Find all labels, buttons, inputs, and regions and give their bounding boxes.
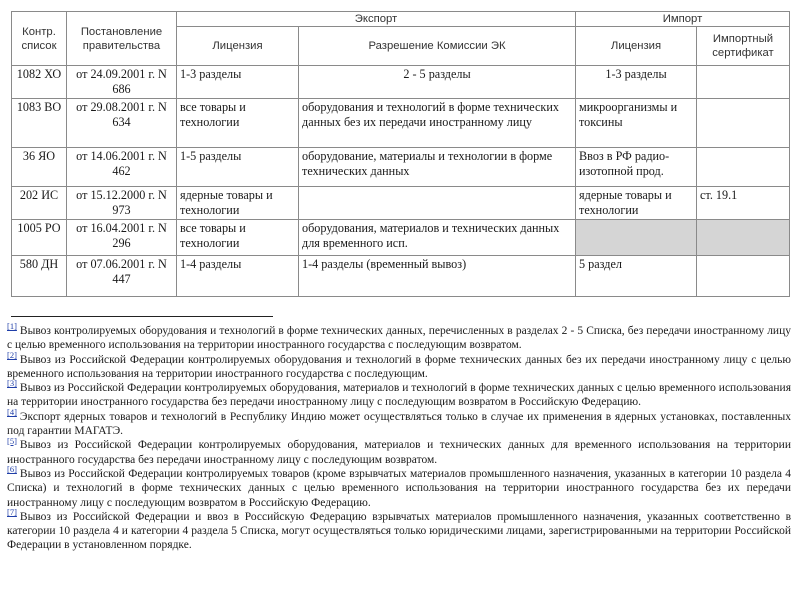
footnote-text: Экспорт ядерных товаров и технологий в Республику Индию может осуществляться только в случае их применения в ядерных установках, поставленных под гарантии МАГАТЭ. <box>7 410 791 438</box>
cell-decree: от 24.09.2001 г. N 686 <box>67 66 177 99</box>
cell-export-license: все товары и технологии <box>177 220 299 256</box>
footnote-text: Вывоз из Российской Федерации контролируемых оборудования и технологий в форме технических данных без их передачи иностранному лицу с целью временного использования на территории иностранного государства с последующим. <box>7 353 791 380</box>
cell-export-permit <box>299 187 576 220</box>
footnote-6 <box>7 464 791 510</box>
table-row <box>12 66 790 99</box>
footnote-ref-5[interactable]: [5] <box>7 435 17 446</box>
cell-list: 1082 ХО <box>12 66 67 99</box>
footnote-2 <box>7 349 791 382</box>
footnote-text: Вывоз из Российской Федерации контролируемых оборудования, материалов и технических данных для временного использования на территории иностранного государства без передачи иностранному лицу с последующим возвратом. <box>7 439 791 466</box>
table-row <box>12 256 790 297</box>
cell-decree: от 07.06.2001 г. N 447 <box>67 256 177 297</box>
cell-list: 1005 РО <box>12 220 67 256</box>
cell-import-certificate <box>697 148 790 187</box>
cell-import-license: 1-3 разделы <box>576 66 697 99</box>
cell-list: 36 ЯО <box>12 148 67 187</box>
control-lists-table <box>11 11 790 297</box>
header-import: Импорт <box>576 12 790 27</box>
cell-import-certificate <box>697 220 790 256</box>
footnote-5 <box>7 435 791 467</box>
footnote-text: Вывоз из Российской Федерации контролируемых оборудования, материалов и технологий в форме технических данных с целью временного использования на территории иностранного государства без передачи иностранному лицу с последующим возвратом в Российскую Федерацию. <box>7 382 791 409</box>
cell-export-license: ядерные товары и технологии <box>177 187 299 220</box>
cell-export-license: 1-3 разделы <box>177 66 299 99</box>
footnote-ref-1[interactable]: [1] <box>7 321 17 332</box>
cell-export-license: 1-5 разделы <box>177 148 299 187</box>
header-decree: Постановление правительства <box>67 12 177 66</box>
header-import-certificate: Импортный сертификат <box>697 27 790 66</box>
table-row <box>12 220 790 256</box>
header-export: Экспорт <box>177 12 576 27</box>
cell-export-permit: 1-4 разделы (временный вывоз) <box>299 256 576 297</box>
cell-import-certificate <box>697 99 790 148</box>
cell-import-license: ядерные товары и технологии <box>576 187 697 220</box>
cell-import-license: 5 раздел <box>576 256 697 297</box>
cell-export-permit: оборудование, материалы и технологии в форме технических данных <box>299 148 576 187</box>
cell-export-permit: оборудования, материалов и технических данных для временного исп. <box>299 220 576 256</box>
cell-export-license: 1-4 разделы <box>177 256 299 297</box>
cell-import-license: микроорганизмы и токсины <box>576 99 697 148</box>
cell-list: 202 ИС <box>12 187 67 220</box>
header-export-license: Лицензия <box>177 27 299 66</box>
footnote-separator <box>11 316 273 317</box>
footnotes <box>7 321 791 553</box>
header-import-license: Лицензия <box>576 27 697 66</box>
table-row <box>12 99 790 148</box>
cell-decree: от 14.06.2001 г. N 462 <box>67 148 177 187</box>
cell-export-permit: 2 - 5 разделы <box>299 66 576 99</box>
footnote-ref-6[interactable]: [6] <box>7 464 17 475</box>
footnote-1 <box>7 321 791 353</box>
table-row <box>12 187 790 220</box>
header-export-permit: Разрешение Комиссии ЭК <box>299 27 576 66</box>
cell-import-certificate <box>697 66 790 99</box>
cell-import-certificate <box>697 256 790 297</box>
footnote-ref-7[interactable]: [7] <box>7 507 17 518</box>
footnote-text: Вывоз из Российской Федерации контролируемых товаров (кроме взрывчатых материалов промышленного назначения, указанных в категории 10 раздела 4 Списка) и технологий в форме технических данных с целью временного использования на территории иностранного государства без их передачи иностранному лицу с последующим возвратом в Российскую Федерацию. <box>7 467 791 509</box>
cell-list: 1083 ВО <box>12 99 67 148</box>
cell-import-license: Ввоз в РФ радио-изотопной прод. <box>576 148 697 187</box>
cell-import-certificate: ст. 19.1 <box>697 187 790 220</box>
table-row <box>12 148 790 187</box>
cell-import-license <box>576 220 697 256</box>
footnote-ref-2[interactable]: [2] <box>7 349 17 360</box>
footnote-3 <box>7 378 791 410</box>
footnote-text: Вывоз из Российской Федерации и ввоз в Российскую Федерацию взрывчатых материалов промышленного назначения, указанных соответственно в категории 10 раздела 4 и категории 4 раздела 5 Списка, могут осуществляться только юридическими лицами, зарегистрированными на территории Российской Федерации в установленном порядке. <box>7 510 791 552</box>
footnote-ref-3[interactable]: [3] <box>7 378 17 389</box>
header-control-list: Контр. список <box>12 12 67 66</box>
cell-decree: от 15.12.2000 г. N 973 <box>67 187 177 220</box>
cell-export-permit: оборудования и технологий в форме технических данных без их передачи иностранному лицу <box>299 99 576 148</box>
footnote-4 <box>7 406 791 439</box>
cell-list: 580 ДН <box>12 256 67 297</box>
footnote-7 <box>7 507 791 553</box>
cell-export-license: все товары и технологии <box>177 99 299 148</box>
footnote-ref-4[interactable]: [4] <box>7 406 17 417</box>
cell-decree: от 16.04.2001 г. N 296 <box>67 220 177 256</box>
footnote-text: Вывоз контролируемых оборудования и технологий в форме технических данных, перечисленных в разделах 2 - 5 Списка, без передачи иностранному лицу с целью временного использования на территории иностранного государства с последующим возвратом. <box>7 325 791 352</box>
cell-decree: от 29.08.2001 г. N 634 <box>67 99 177 148</box>
